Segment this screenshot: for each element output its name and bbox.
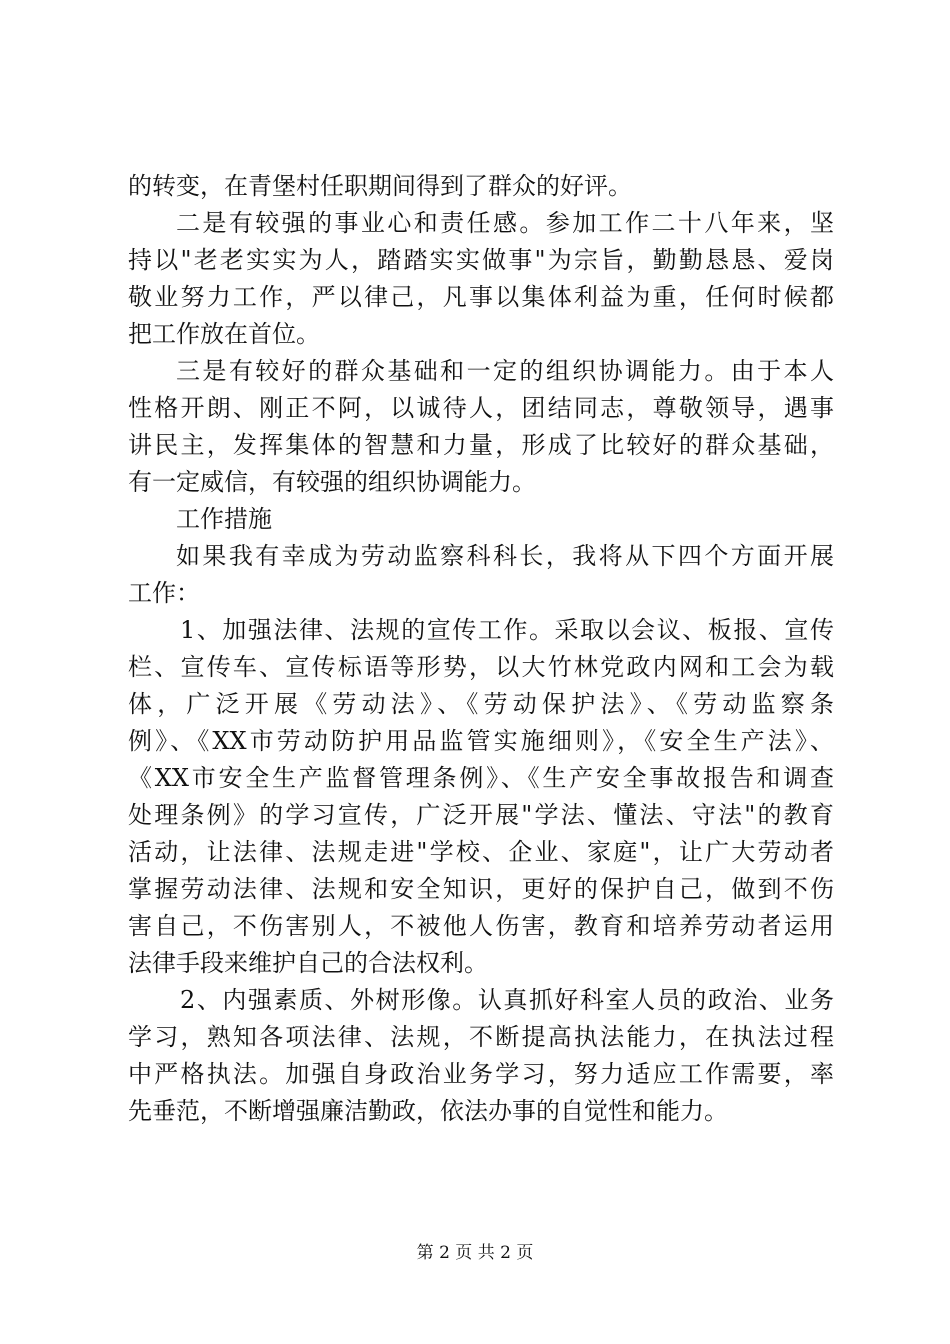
text-line: 2、内强素质、外树形像。认真抓好科室人员的政治、业务 (180, 986, 834, 1014)
text-line: 先垂范，不断增强廉洁勤政，依法办事的自觉性和能力。 (128, 1097, 728, 1125)
text-line: 工作： (128, 579, 200, 607)
text-line: 二是有较强的事业心和责任感。参加工作二十八年来，坚 (176, 209, 834, 237)
text-line: 体，广泛开展《劳动法》、《劳动保护法》、《劳动监察条 (128, 690, 834, 718)
document-body (128, 168, 834, 1130)
text-line: 《XX市安全生产监督管理条例》、《生产安全事故报告和调查 (128, 764, 834, 792)
text-line: 把工作放在首位。 (128, 320, 320, 348)
text-line: 活动，让法律、法规走进"学校、企业、家庭"，让广大劳动者 (128, 838, 834, 866)
text-line: 持以"老老实实为人，踏踏实实做事"为宗旨，勤勤恳恳、爱岗 (128, 246, 834, 274)
text-line: 栏、宣传车、宣传标语等形势，以大竹林党政内网和工会为载 (128, 653, 834, 681)
text-line: 害自己，不伤害别人，不被他人伤害，教育和培养劳动者运用 (128, 912, 834, 940)
text-line: 讲民主，发挥集体的智慧和力量，形成了比较好的群众基础， (128, 431, 834, 459)
text-line: 学习，熟知各项法律、法规，不断提高执法能力，在执法过程 (128, 1023, 834, 1051)
text-line: 处理条例》的学习宣传，广泛开展"学法、懂法、守法"的教育 (128, 801, 834, 829)
text-line: 中严格执法。加强自身政治业务学习，努力适应工作需要，率 (128, 1060, 834, 1088)
section-heading: 工作措施 (176, 505, 272, 533)
text-line: 三是有较好的群众基础和一定的组织协调能力。由于本人 (176, 357, 834, 385)
text-line: 敬业努力工作，严以律己，凡事以集体利益为重，任何时候都 (128, 283, 834, 311)
text-line: 如果我有幸成为劳动监察科科长，我将从下四个方面开展 (176, 542, 834, 570)
text-line: 例》、《XX市劳动防护用品监管实施细则》，《安全生产法》、 (128, 727, 834, 755)
text-line: 的转变，在青堡村任职期间得到了群众的好评。 (128, 172, 632, 200)
text-line: 掌握劳动法律、法规和安全知识，更好的保护自己，做到不伤 (128, 875, 834, 903)
text-line: 法律手段来维护自己的合法权利。 (128, 949, 488, 977)
page-number-label: 第 2 页 共 2 页 (416, 1243, 534, 1263)
text-line: 有一定威信，有较强的组织协调能力。 (128, 468, 536, 496)
page-footer (0, 1242, 950, 1264)
text-line: 性格开朗、刚正不阿，以诚待人，团结同志，尊敬领导，遇事 (128, 394, 834, 422)
text-line: 1、加强法律、法规的宣传工作。采取以会议、板报、宣传 (180, 616, 834, 644)
